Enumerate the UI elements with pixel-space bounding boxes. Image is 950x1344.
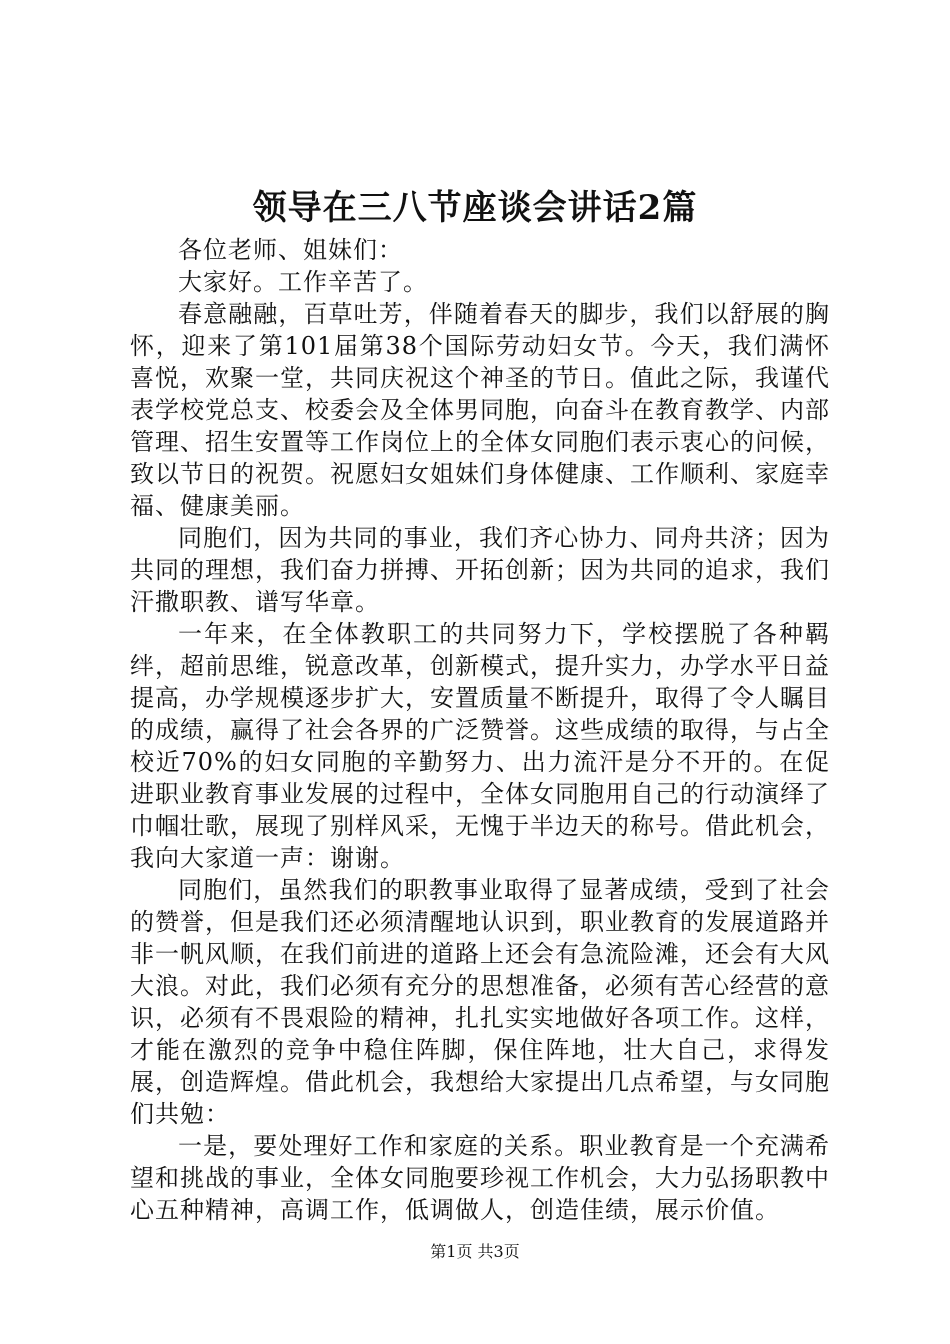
paragraph: 同胞们，因为共同的事业，我们齐心协力、同舟共济；因为共同的理想，我们奋力拼搏、开拓创新；因为共同的追求，我们汗撒职教、谱写华章。 [130, 524, 830, 616]
document-title: 领导在三八节座谈会讲话2篇 [252, 188, 698, 228]
paragraph: 春意融融，百草吐芳，伴随着春天的脚步，我们以舒展的胸怀，迎来了第101届第38个国际劳动妇女节。今天，我们满怀喜悦，欢聚一堂，共同庆祝这个神圣的节日。值此之际，我谨代表学校党总支、校委会及全体男同胞，向奋斗在教育教学、内部管理、招生安置等工作岗位上的全体女同胞们表示衷心的问候，致以节日的祝贺。祝愿妇女姐妹们身体健康、工作顺利、家庭幸福、健康美丽。 [130, 300, 830, 520]
page-number: 第1页 共3页 [430, 1242, 520, 1261]
greeting: 大家好。工作辛苦了。 [178, 268, 428, 296]
paragraph: 同胞们，虽然我们的职教事业取得了显著成绩，受到了社会的赞誉，但是我们还必须清醒地认识到，职业教育的发展道路并非一帆风顺，在我们前进的道路上还会有急流险滩，还会有大风大浪。对此，我们必须有充分的思想准备，必须有苦心经营的意识，必须有不畏艰险的精神，扎扎实实地做好各项工作。这样，才能在激烈的竞争中稳住阵脚，保住阵地，壮大自己，求得发展，创造辉煌。借此机会，我想给大家提出几点希望，与女同胞们共勉： [130, 876, 830, 1128]
paragraph: 一年来，在全体教职工的共同努力下，学校摆脱了各种羁绊，超前思维，锐意改革，创新模式，提升实力，办学水平日益提高，办学规模逐步扩大，安置质量不断提升，取得了令人瞩目的成绩，赢得了社会各界的广泛赞誉。这些成绩的取得，与占全校近70%的妇女同胞的辛勤努力、出力流汗是分不开的。在促进职业教育事业发展的过程中，全体女同胞用自己的行动演绎了巾帼壮歌，展现了别样风采，无愧于半边天的称号。借此机会，我向大家道一声：谢谢。 [130, 620, 830, 872]
paragraph: 一是，要处理好工作和家庭的关系。职业教育是一个充满希望和挑战的事业，全体女同胞要珍视工作机会，大力弘扬职教中心五种精神，高调工作，低调做人，创造佳绩，展示价值。 [130, 1132, 830, 1224]
document-body [130, 234, 830, 1226]
salutation: 各位老师、姐妹们： [178, 236, 403, 264]
